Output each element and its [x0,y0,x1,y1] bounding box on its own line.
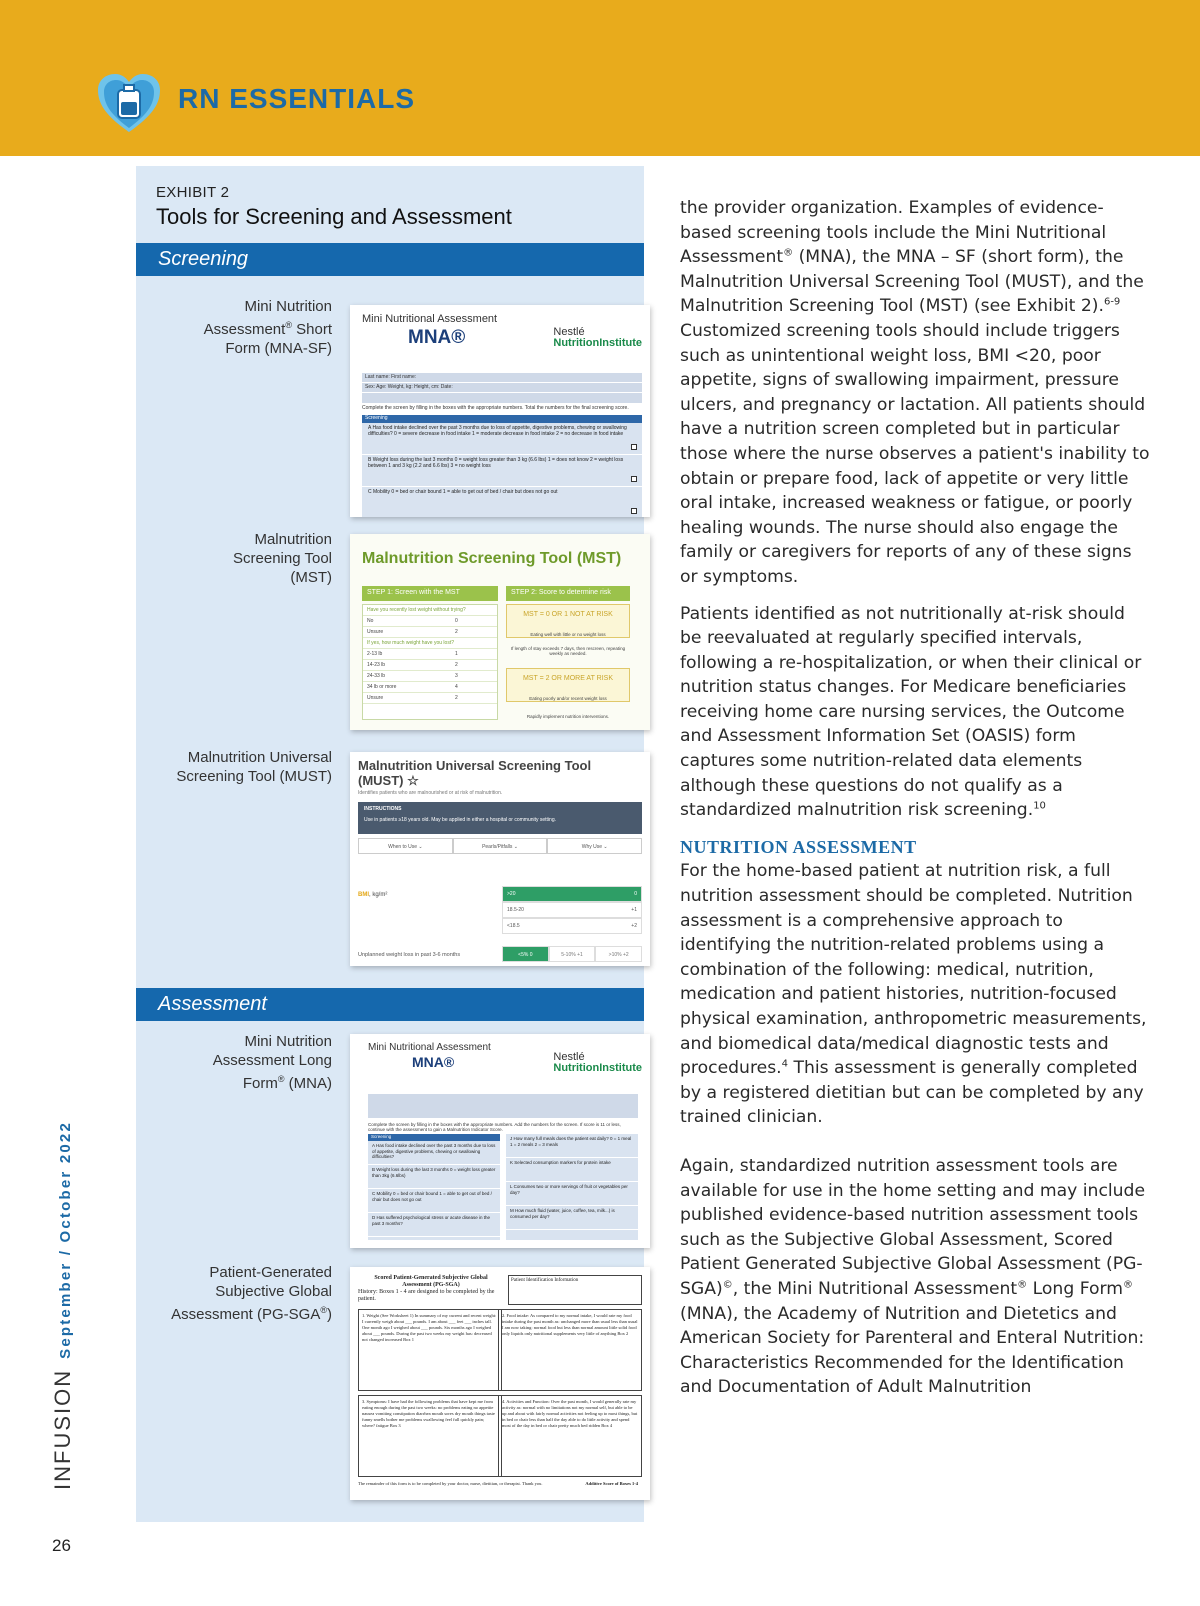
mst-row [363,660,497,671]
mst-row-text: Unsure [367,695,384,701]
magazine-sidebar [50,1121,76,1490]
nestle-logo [553,327,642,349]
mna-lf-question: K Selected consumption markers for protein intake [506,1158,638,1182]
registered-mark: ® [320,1305,327,1315]
mna-sf-instructions: Complete the screen by filling in the boxes with the appropriate numbers. Total the numbers for the final screening score. [362,405,629,411]
must-bmi-option [502,918,642,934]
tool-label-must [142,748,332,786]
mst-row [363,638,497,649]
mst-result-text: MST = 0 OR 1 NOT AT RISK [523,611,613,618]
mst-row-score: 3 [455,673,458,679]
text-run: (MNA), the Academy of Nutrition and Dietetics and American Society for Parenteral and Enteral Nutrition: Characteristics Recommended for the Identification and Documentation of Adult Malnutrition [680,1303,1145,1398]
mna-sf-logo-text: MNA® [408,327,466,348]
mst-row-text: 2-13 lb [367,651,383,657]
score-box [631,508,637,514]
label-line: Malnutrition [254,531,332,548]
label-line: Short [296,321,332,338]
article-body [680,196,1150,1412]
must-bmi-score: 0 [634,891,637,897]
mst-question-table [362,604,498,720]
nestle-wordmark: Nestlé [553,326,585,338]
citation: 4 [781,1058,788,1070]
mna-lf-question: C Mobility 0 = bed or chair bound 1 = able to get out of bed / chair but does not go out [368,1189,500,1213]
mst-row-text: 34 lb or more [367,684,397,690]
issue-date: September / October 2022 [57,1120,74,1359]
mst-row-text: Have you recently lost weight without trying? [367,607,466,613]
mna-sf-section-bar: Screening [362,415,642,423]
mst-row-score: 4 [455,684,458,690]
page-number: 26 [52,1536,71,1555]
mst-row-text: If yes, how much weight have you lost? [367,640,454,646]
pgsga-box-3: 3. Symptoms: I have had the following problems that have kept me from eating enough during the past two weeks: no problems eating no appetite nausea vomiting constipation diarrhea mouth sores dry mouth things taste funny smells bother me problems swallowing feel full quickly pain; where? fatigue Box 3 [358,1395,502,1477]
text-run: Patients identified as not nutritionally at-risk should be reevaluated at regularly specified intervals, following a re-hospitalization, or when their clinical or nutrition status changes. For Medicare beneficiaries receiving home care nursing services, the Outcome and Assessment Information Set (OASIS) form captures some nutrition-related data elements although these questions do not qualify as a standardized malnutrition risk screening. [680,603,1142,821]
text-run: , the Mini Nutritional Assessment [732,1278,1018,1299]
mna-lf-question: B Weight loss during the last 3 months 0 = weight loss greater than 3kg (6.6lbs) [368,1165,500,1189]
paragraph [680,1154,1150,1400]
must-bmi-label [358,892,387,898]
must-bmi-score: +1 [631,907,637,913]
mna-lf-header [350,1034,650,1092]
must-option: >10% +2 [595,946,642,962]
registered-mark: ® [783,247,794,259]
text-run: For the home-based patient at nutrition risk, a full nutrition assessment should be completed. Nutrition assessment is a comprehensive approach to identifying the nutrition-related problems using a combination of the following: medical, nutrition, medication and patient histories, nutrition-focused physical examination, anthropometric measurements, and biomedical data/medical diagnostic tests and procedures. [680,861,1147,1079]
text-run: Customized screening tools should include triggers such as unintentional weight loss, BMI <20, poor appetite, signs of swallowing impairment, pressure ulcers, and pregnancy or lactation. All patients should have a nutrition screen completed but in particular those where the nurse observes a patient's inability to obtain or prepare food, lack of appetite or very little oral intake, increased weakness or fatigue, or poorly healing wounds. The nurse should also engage the family or caregivers for reports of any of these signs or symptoms. [680,320,1150,587]
label-line: (MNA) [288,1075,332,1092]
nutrition-institute-wordmark: NutritionInstitute [553,337,642,349]
label-line: Form [242,1075,278,1092]
must-bmi-option [502,902,642,918]
exhibit-kicker: EXHIBIT 2 [156,184,230,201]
mna-sf-field-row: Sex: Age: Weight, kg: Height, cm: Date: [362,383,642,393]
mst-row [363,693,497,704]
pgsga-total-label: Additive Score of Boxes 1-4 [585,1481,638,1486]
mna-sf-title: Mini Nutritional Assessment [362,313,498,325]
mst-row-score: 1 [455,651,458,657]
mst-row [363,671,497,682]
header-band [0,0,1200,156]
must-instructions [358,802,642,834]
label-line: Mini Nutrition [244,1033,332,1050]
paragraph [680,602,1150,823]
label-line: Screening Tool [233,550,332,567]
label-line: Form (MNA-SF) [225,340,332,357]
tool-label-mna-sf [142,297,332,358]
copyright-mark: © [722,1279,733,1291]
mna-lf-fields [368,1094,638,1118]
mst-row-score: 2 [455,695,458,701]
must-instructions-body: Use in patients ≥18 years old. May be applied in either a hospital or community setting. [364,817,557,823]
tool-label-mna-lf [142,1032,332,1093]
pgsga-history-note: History: Boxes 1 - 4 are designed to be completed by the patient. [358,1289,495,1302]
must-title [358,758,591,788]
mst-row [363,682,497,693]
pgsga-id-box: Patient Identification Information [508,1275,642,1305]
label-line: Screening Tool (MUST) [176,768,332,785]
must-tabs [358,838,642,854]
must-tab: When to Use ⌄ [358,838,453,854]
mst-row [363,649,497,660]
mst-step1-bar: STEP 1: Screen with the MST [362,586,498,601]
registered-mark: ® [277,1074,285,1084]
tool-label-pgsga [142,1263,332,1324]
bmi-abbr: BMI [358,892,369,898]
mst-row-score: 2 [455,629,458,635]
mst-note: If length of stay exceeds 7 days, then rescreen, repeating weekly as needed. [510,646,626,656]
question-text: C Mobility 0 = bed or chair bound 1 = able to get out of bed / chair but does not go out [368,489,558,495]
score-box [631,476,637,482]
mna-lf-question: A Has food intake declined over the past 3 months due to loss of appetite, digestive problems, chewing or swallowing difficulties? [368,1141,500,1165]
mna-lf-thumbnail [350,1034,650,1248]
pgsga-thumbnail [350,1267,650,1500]
must-weight-loss-label: Unplanned weight loss in past 3-6 months [358,952,461,958]
registered-mark: ® [285,320,292,330]
score-box [631,444,637,450]
must-bmi-range: <18.5 [507,923,520,929]
question-text: A Has food intake declined over the past 3 months due to loss of appetite, digestive problems, chewing or swallowing difficulties? 0 = severe decrease in food intake 1 = moderate decrease in food intake 2 = no decrease in food intake [368,425,627,437]
tool-label-mst [142,530,332,587]
must-title-line: (MUST) ☆ [358,773,419,788]
nestle-logo [553,1052,642,1074]
mst-note: Rapidly implement nutrition interventions. [526,714,610,719]
mst-row-text: 24-33 lb [367,673,386,679]
mna-lf-screening-column [368,1134,500,1240]
mna-sf-thumbnail [350,305,650,517]
screening-section-bar: Screening [136,243,644,276]
mst-result-text: MST = 2 OR MORE AT RISK [522,675,614,682]
text-run: Long Form [1027,1278,1123,1299]
mst-note: Eating well with little or no weight loss [530,632,606,637]
pgsga-header [358,1275,504,1305]
pgsga-box-1: 1. Weight (See Worksheet 1) In summary of my current and recent weight: I currently weigh about ___ pounds. I am about ___ feet ___ inches tall. One month ago I weighed about ___ pounds. Six months ago I weighed about ___ pounds. During the past two weeks my weight has: decreased not changed increased Box 1 [358,1309,502,1391]
mst-row-score: 2 [455,662,458,668]
must-option: <5% 0 [502,946,549,962]
label-line: Assessment Long [212,1052,332,1069]
citation: 6-9 [1103,296,1121,308]
label-line: Mini Nutrition [244,298,332,315]
text-run: Again, standardized nutrition assessment tools are available for use in the home setting and may include published evidence-based nutrition assessment tools such as the Subjective Global Assessment, Scored Patient Generated Subjective Global Assessment (PG-SGA) [680,1155,1146,1299]
pgsga-footer [358,1481,642,1486]
mna-sf-questions [362,423,642,517]
label-line: ) [327,1306,332,1323]
mst-step2-bar: STEP 2: Score to determine risk [506,586,630,601]
must-tab: Pearls/Pitfalls ⌄ [453,838,548,854]
bmi-unit: , kg/m² [369,892,388,898]
magazine-name: INFUSION [50,1368,75,1490]
mna-lf-question: M How much fluid (water, juice, coffee, tea, milk...) is consumed per day? [506,1206,638,1230]
label-line: Patient-Generated [209,1264,332,1281]
question-text: B Weight loss during the last 3 months 0 = weight loss greater than 3 kg (6.6 lbs) 1 = does not know 2 = weight loss between 1 and 3 kg (2.2 and 6.6 lbs) 3 = no weight loss [368,457,624,469]
mst-note: Eating poorly and/or recent weight loss [529,696,607,701]
must-tab: Why Use ⌄ [547,838,642,854]
subheading: NUTRITION ASSESSMENT [680,836,917,857]
pgsga-title: Assessment (PG-SGA) [402,1282,460,1288]
mna-sf-field-row: Last name: First name: [362,373,642,383]
mna-lf-title: Mini Nutritional Assessment [368,1042,491,1053]
must-bmi-score: +2 [631,923,637,929]
mna-lf-section-bar: Screening [368,1134,500,1141]
mna-lf-question: J How many full meals does the patient eat daily? 0 = 1 meal 1 = 2 meals 2 = 3 meals [506,1134,638,1158]
heart-iv-bag-icon [96,72,162,134]
mst-row-text: No [367,618,374,624]
pgsga-footer-note: The remainder of this form is to be completed by your doctor, nurse, dietitian, or therapist. Thank you. [358,1481,543,1486]
mna-lf-instructions: Complete the screen by filling in the boxes with the appropriate numbers. Add the numbers for the screen. If score is 11 or less, continue with the assessment to gain a Malnutrition Indicator Score. [368,1122,621,1132]
text-run: This assessment is generally completed by a registered dietitian but can be completed by any trained clinician. [680,1058,1144,1128]
mna-sf-question [362,455,642,487]
must-bmi-option [502,886,642,902]
mst-row-text: Unsure [367,629,384,635]
mna-sf-header [350,305,650,375]
mst-row [363,627,497,638]
mna-lf-assessment-column [506,1134,638,1240]
nestle-wordmark: Nestlé [553,1051,585,1063]
pgsga-box-4: 4. Activities and Function: Over the past month, I would generally rate my activity as: normal with no limitations not my normal self, but able to be up and about with fairly normal activities not feeling up to most things, but in bed or chair less than half the day able to do little activity and spend most of the day in bed or chair pretty much bed ridden Box 4 [498,1395,642,1477]
pgsga-title: Scored Patient-Generated Subjective Global [374,1275,488,1281]
must-subtitle: Identifies patients who are malnourished or at risk of malnutrition. [358,790,503,796]
must-bmi-range: 18.5-20 [507,907,524,913]
mst-row [363,605,497,616]
citation: 10 [1033,800,1046,812]
mst-thumbnail [350,534,650,730]
registered-mark: ® [1017,1279,1028,1291]
text-run: (MNA), the MNA – SF (short form), the Malnutrition Universal Screening Tool (MUST), and the Malnutrition Screening Tool (MST) (see Exhibit 2). [680,247,1144,317]
must-weight-loss-options [502,946,642,962]
exhibit-title: Tools for Screening and Assessment [156,204,512,229]
nutrition-institute-wordmark: NutritionInstitute [553,1062,642,1074]
text-run: the provider organization. Examples of evidence-based screening tools include the Mini Nutritional Assessment [680,198,1107,268]
must-bmi-range: >20 [507,891,516,897]
label-line: Subjective Global [215,1283,332,1300]
mst-row-text: 14-23 lb [367,662,386,668]
section-title: RN ESSENTIALS [178,83,416,114]
must-bmi-options [502,886,642,934]
must-instructions-heading: INSTRUCTIONS [364,806,402,812]
label-line: Assessment [203,321,286,338]
pgsga-box-2: 2. Food intake: As compared to my normal intake, I would rate my food intake during the past month as: unchanged more than usual less than usual I am now taking: normal food but less than normal amount little solid food only liquids only nutritional supplements very little of anything Box 2 [498,1309,642,1391]
label-line: Assessment (PG-SGA [171,1306,321,1323]
must-option: 5-10% +1 [549,946,596,962]
mna-sf-question [362,423,642,455]
must-thumbnail [350,752,650,966]
mna-sf-fields [362,373,642,403]
paragraph [680,196,1150,590]
mst-row [363,616,497,627]
mst-title: Malnutrition Screening Tool (MST) [362,550,622,567]
mna-sf-question [362,487,642,517]
paragraph [680,859,1150,1130]
registered-mark: ® [1123,1279,1133,1291]
mna-lf-question: L Consumes two or more servings of fruit or vegetables per day? [506,1182,638,1206]
mna-lf-question: D Has suffered psychological stress or acute disease in the past 3 months? [368,1213,500,1237]
mst-row-score: 0 [455,618,458,624]
mna-lf-logo-text: MNA® [412,1054,455,1070]
label-line: Malnutrition Universal [187,749,332,766]
label-line: (MST) [290,569,332,586]
assessment-section-bar: Assessment [136,988,644,1021]
must-title-line: Malnutrition Universal Screening Tool [358,758,592,773]
